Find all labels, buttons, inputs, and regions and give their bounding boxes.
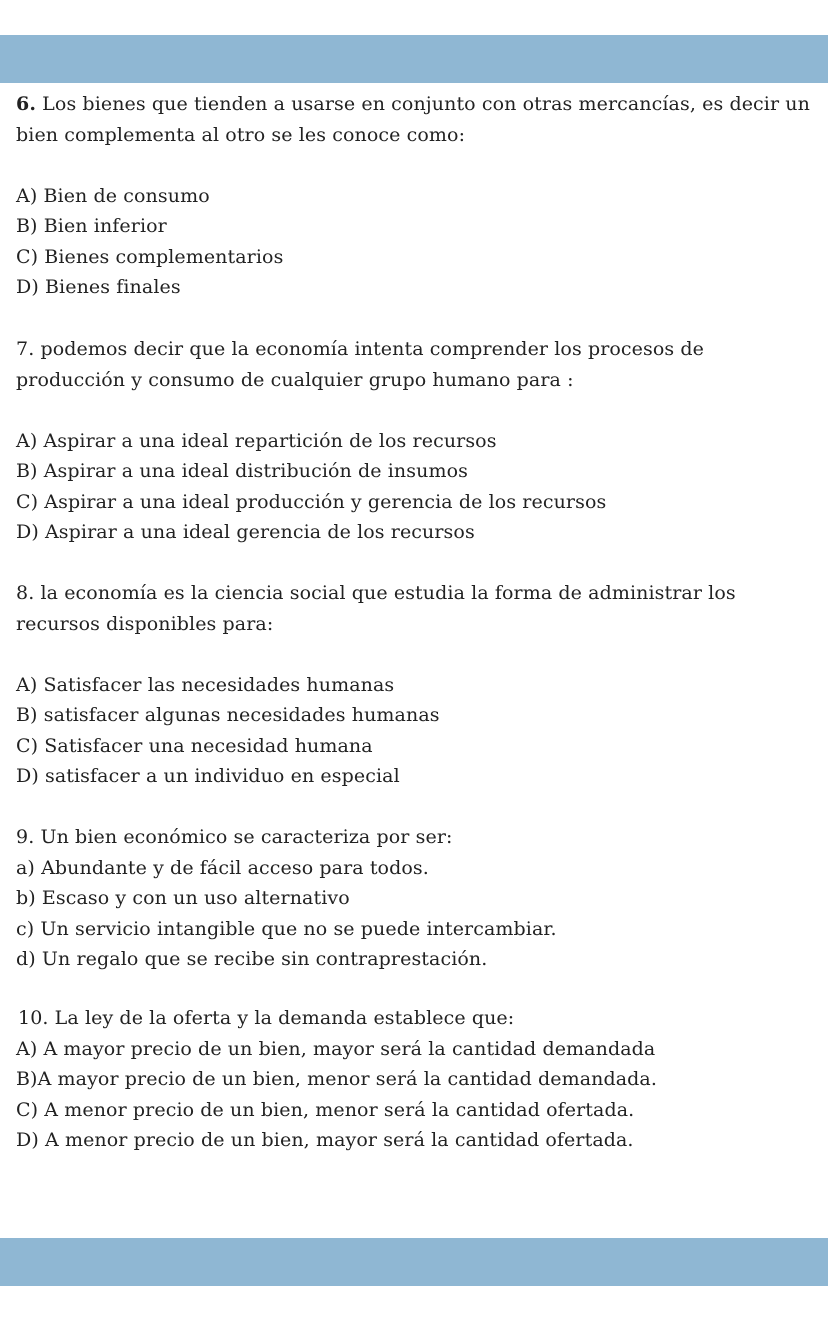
question-7-options xyxy=(16,426,816,548)
question-9-options xyxy=(16,853,816,975)
question-9-option-b: b) Escaso y con un uso alternativo xyxy=(16,887,350,909)
question-6-number: 6. xyxy=(16,93,37,115)
question-7-option-d: D) Aspirar a una ideal gerencia de los recursos xyxy=(16,521,475,543)
question-6-option-b: B) Bien inferior xyxy=(16,215,167,237)
question-8-option-a: A) Satisfacer las necesidades humanas xyxy=(16,673,395,696)
question-9-option-d: d) Un regalo que se recibe sin contraprestación. xyxy=(16,948,488,970)
question-7-option-a: A) Aspirar a una ideal repartición de los recursos xyxy=(16,429,497,452)
question-7-option-b: B) Aspirar a una ideal distribución de insumos xyxy=(16,460,468,482)
question-6-option-c: C) Bienes complementarios xyxy=(16,245,284,268)
question-6-text: Los bienes que tienden a usarse en conjunto con otras mercancías, es decir un bien complementa al otro se les conoce como: xyxy=(16,93,810,146)
question-9-stem: 9. Un bien económico se caracteriza por ser: xyxy=(16,826,453,848)
question-6 xyxy=(16,89,816,303)
question-10 xyxy=(16,1003,816,1156)
question-10-option-b: B)A mayor precio de un bien, menor será la cantidad demandada. xyxy=(16,1068,657,1090)
question-9 xyxy=(16,822,816,975)
question-7-stem: 7. podemos decir que la economía intenta comprender los procesos de producción y consumo de cualquier grupo humano para : xyxy=(16,338,704,391)
question-7 xyxy=(16,334,816,548)
question-6-stem xyxy=(16,89,816,150)
question-10-stem: 10. La ley de la oferta y la demanda establece que: xyxy=(18,1007,515,1029)
question-8 xyxy=(16,578,816,792)
question-8-option-c: C) Satisfacer una necesidad humana xyxy=(16,734,373,757)
question-6-option-a: A) Bien de consumo xyxy=(16,184,210,207)
question-8-stem: 8. la economía es la ciencia social que estudia la forma de administrar los recursos disponibles para: xyxy=(16,582,736,635)
top-decorative-band xyxy=(0,35,828,83)
question-8-options xyxy=(16,670,816,792)
question-10-option-a: A) A mayor precio de un bien, mayor será la cantidad demandada xyxy=(16,1037,656,1060)
question-7-option-c: C) Aspirar a una ideal producción y gerencia de los recursos xyxy=(16,490,607,513)
question-6-option-d: D) Bienes finales xyxy=(16,276,181,298)
question-9-option-c: c) Un servicio intangible que no se puede intercambiar. xyxy=(16,917,557,940)
question-10-option-c: C) A menor precio de un bien, menor será la cantidad ofertada. xyxy=(16,1098,635,1121)
question-9-option-a: a) Abundante y de fácil acceso para todos. xyxy=(16,856,429,879)
question-10-options xyxy=(16,1034,816,1156)
question-6-options xyxy=(16,181,816,303)
question-8-option-d: D) satisfacer a un individuo en especial xyxy=(16,765,400,787)
question-8-option-b: B) satisfacer algunas necesidades humanas xyxy=(16,704,440,726)
question-10-option-d: D) A menor precio de un bien, mayor será la cantidad ofertada. xyxy=(16,1129,634,1151)
bottom-decorative-band xyxy=(0,1238,828,1286)
